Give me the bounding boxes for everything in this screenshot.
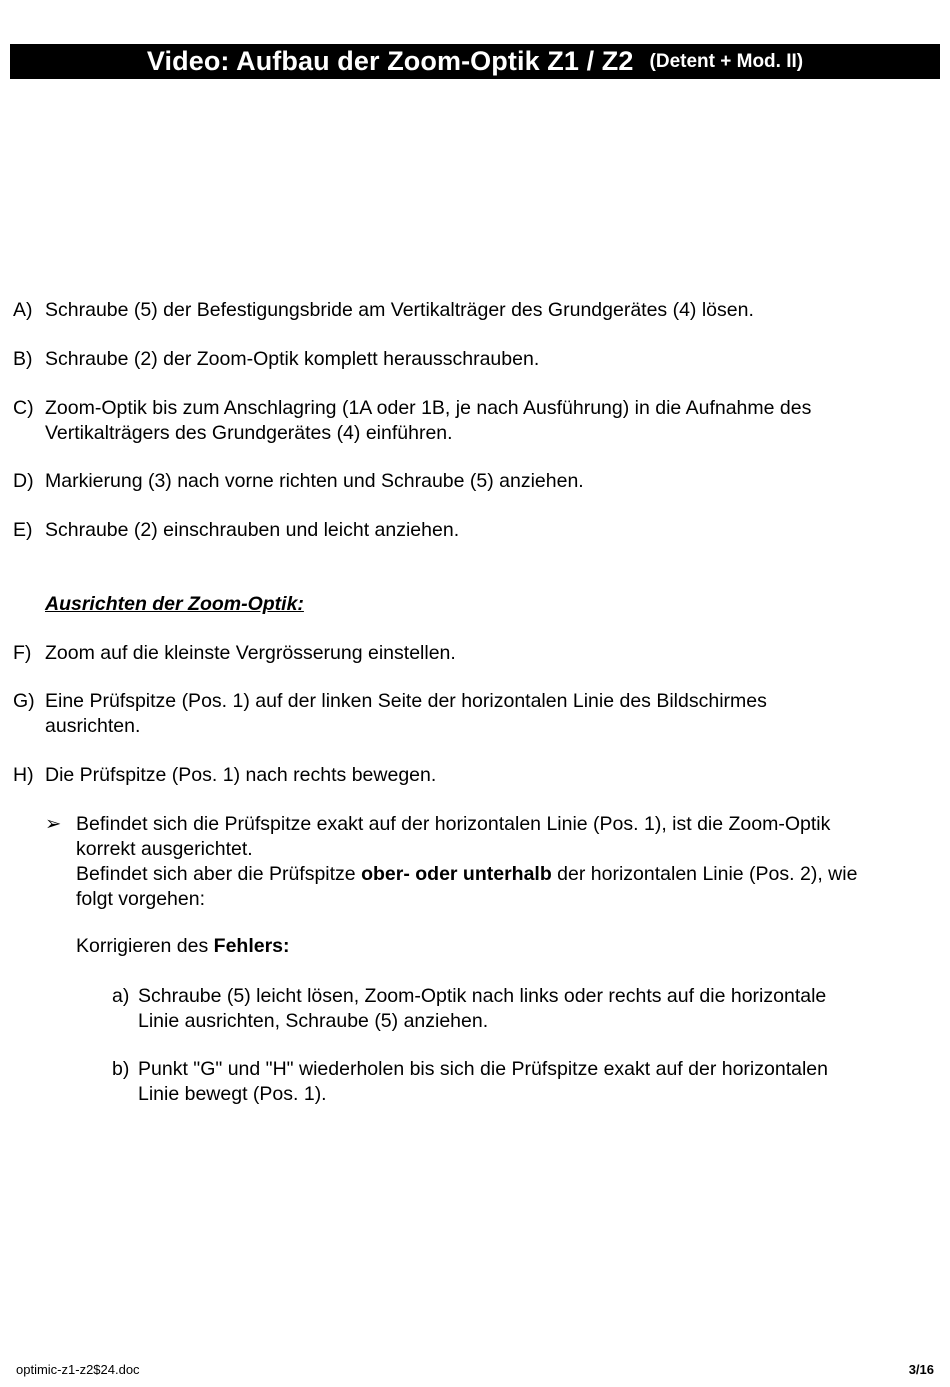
sub-text-line2: Linie bewegt (Pos. 1).: [138, 1083, 327, 1105]
step-letter: C): [13, 397, 34, 419]
step-letter: A): [13, 299, 33, 321]
bullet-line-3-pre: Befindet sich aber die Prüfspitze: [76, 863, 362, 885]
page-subtitle: (Detent + Mod. II): [649, 50, 804, 72]
sub-text: Punkt "G" und "H" wiederholen bis sich die Prüfspitze exakt auf der horizontalen: [138, 1058, 828, 1080]
correction-label-bold: Fehlers:: [213, 935, 290, 957]
bullet-line-3-bold: ober- oder unterhalb: [361, 863, 552, 885]
footer-filename: optimic-z1-z2$24.doc: [16, 1362, 140, 1377]
step-text: Schraube (2) einschrauben und leicht anziehen.: [45, 519, 460, 541]
step-text: Schraube (5) der Befestigungsbride am Vertikalträger des Grundgerätes (4) lösen.: [45, 299, 754, 321]
correction-label: [76, 934, 290, 959]
step-letter: B): [13, 348, 33, 370]
correction-label-pre: Korrigieren des: [76, 935, 214, 957]
step-letter: H): [13, 764, 34, 786]
arrow-bullet-icon: ➢: [45, 813, 62, 835]
step-text: Die Prüfspitze (Pos. 1) nach rechts bewegen.: [45, 764, 437, 786]
bullet-line-3-post: der horizontalen Linie (Pos. 2), wie: [551, 863, 858, 885]
step-text: Eine Prüfspitze (Pos. 1) auf der linken Seite der horizontalen Linie des Bildschirmes: [45, 690, 767, 712]
sub-text: Schraube (5) leicht lösen, Zoom-Optik nach links oder rechts auf die horizontale: [138, 985, 827, 1007]
page-title: Video: Aufbau der Zoom-Optik Z1 / Z2: [146, 46, 634, 76]
step-letter: D): [13, 470, 34, 492]
step-text-line2: Vertikalträgers des Grundgerätes (4) einführen.: [45, 422, 453, 444]
section-heading: Ausrichten der Zoom-Optik:: [45, 593, 304, 615]
sub-letter: a): [112, 985, 130, 1007]
step-letter: G): [13, 690, 35, 712]
sub-letter: b): [112, 1058, 130, 1080]
step-letter: F): [13, 642, 32, 664]
title-bar: [10, 44, 940, 79]
step-text-line2: ausrichten.: [45, 715, 141, 737]
bullet-line-4: folgt vorgehen:: [76, 888, 206, 910]
step-text: Markierung (3) nach vorne richten und Schraube (5) anziehen.: [45, 470, 584, 492]
step-text: Zoom auf die kleinste Vergrösserung einstellen.: [45, 642, 456, 664]
step-text: Zoom-Optik bis zum Anschlagring (1A oder 1B, je nach Ausführung) in die Aufnahme des: [45, 397, 812, 419]
bullet-line-3: [76, 862, 946, 887]
footer-page-number: 3/16: [908, 1362, 934, 1377]
bullet-line-2: korrekt ausgerichtet.: [76, 838, 253, 860]
bullet-line-1: Befindet sich die Prüfspitze exakt auf der horizontalen Linie (Pos. 1), ist die Zoom-Optik: [76, 813, 831, 835]
sub-text-line2: Linie ausrichten, Schraube (5) anziehen.: [138, 1010, 489, 1032]
step-letter: E): [13, 519, 33, 541]
step-text: Schraube (2) der Zoom-Optik komplett herausschrauben.: [45, 348, 540, 370]
